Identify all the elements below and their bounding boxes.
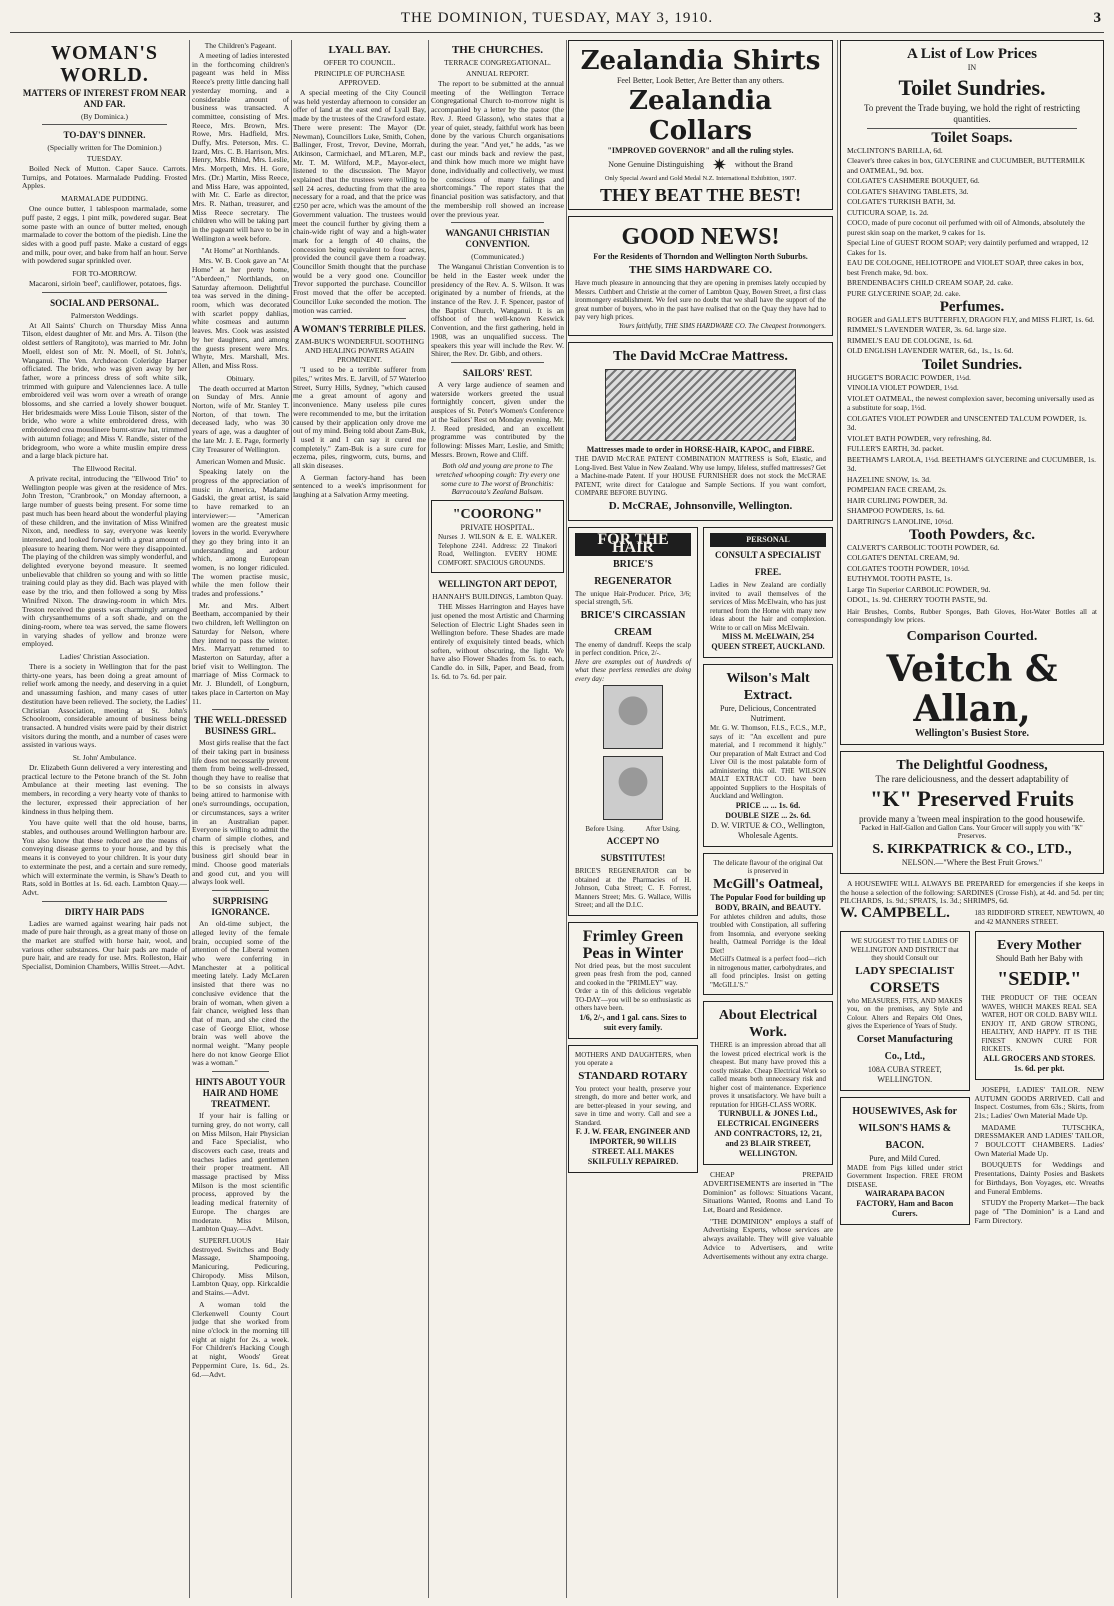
article-text: Dr. Elizabeth Gunn delivered a very interesting and practical lecture to the Petone branch of the St. John Ambulance at their meeting last evening. The members, in recording a very hearty vote of thanks to the lecturer, expressed their appreciation of her kindness in thus helping them. [22,763,187,816]
photo-captions [575,825,691,834]
column-divider [428,40,429,1598]
ad-text: Hair Brushes, Combs, Rubber Sponges, Bath Gloves, Hot-Water Bottles all at correspondingly low prices. [847,607,1097,625]
column-churches [431,40,564,1598]
ad-heading: ACCEPT NO SUBSTITUTES! [600,836,666,864]
article-heading: A WOMAN'S TERRIBLE PILES. [293,324,426,335]
article-text: "THE DOMINION" employs a staff of Advertising Experts, whose services are always available. They will give valuable Advice to Advertisers, and write Advertisements without any extra charge. [703,1216,833,1261]
ad-subheading: Wellington's Busiest Store. [915,727,1029,739]
article-text: A German factory-hand has been sentenced to a week's imprisonment for laughing at a Salvation Army meeting. [293,472,426,500]
ad-subheading: 108A CUBA STREET, WELLINGTON. [867,1064,942,1084]
ad-subheading: NELSON.—"Where the Best Fruit Grows." [901,857,1043,867]
ad-heading: GOOD NEWS! [621,224,780,250]
sims-ad [568,216,833,336]
article-subheading: TUESDAY. [86,154,123,163]
ad-subheading: D. W. VIRTUE & CO., Wellington, Wholesale Agents. [711,820,825,840]
article-heading: SAILORS' REST. [462,367,533,378]
price-list-item: OLD ENGLISH LAVENDER WATER, 6d., 1s., 1s. 6d. [847,346,1014,356]
ad-heading: CONSULT A SPECIALIST FREE. [714,550,822,578]
ad-subheading: MISS M. McELWAIN, 254 QUEEN STREET, AUCKLAND. [711,632,825,652]
ad-heading: PERSONAL [710,533,826,548]
price-list-item: CALVERT'S CARBOLIC TOOTH POWDER, 6d. [847,542,1000,552]
star-brand-icon: ✷ [711,154,727,175]
article-heading: TO-DAY'S DINNER. [63,130,146,140]
divider [212,890,269,891]
article-text: If your hair is falling or turning grey, do not worry, call on Miss Milson, Hair Physician and Face Specialist, who discovers each case, treats and teaches ladies and gentlemen their proper treatment. All massage practised by Miss Milson is the most scientific process, approved by the leading medical fraternity of Europe. The charges are moderate. Miss Milson, Lambton Quay.—Advt. [192,1111,289,1234]
left-ad-stack [568,527,698,1265]
ad-heading: W. CAMPBELL. [840,904,950,921]
ad-text: For athletes children and adults, those troubled with Constipation, all suffering from Insomnia, and everyone seeking health, Oatmeal Porridge is the Ideal Diet! [710,912,826,955]
electrical-ad [703,1001,833,1165]
article-text: A meeting of ladies interested in the forthcoming children's pageant was held in Miss Reece's pretty little dancing hall yesterday morning, and a considerable amount of business was transacted. A committee, consisting of Mrs. Reece, Mrs. Brown, Mrs. Rowe, Mrs. Hadfield, Mrs. Duffy, Mrs. Peterson, Mrs. C. Izard, Mrs. C. B. Harrison, Mrs. Henry, Mrs. Rhind, Mrs. Leslie, Mrs. Morpeth, Mrs. H. Gore, Mrs. (Dr.) Martin, Miss Reece, and Miss Hare, was appointed, with Mr. C. Earle as director, Mrs. R. Nathan, treasurer, and Miss Reece secretary. The children who will be taking part in the pageant will have to be in Wellington a week before. [192,51,289,243]
ad-subheading: PRIVATE HOSPITAL. [460,523,535,533]
divider [867,128,1077,129]
ad-text: The delicate flavour of the original Oat is preserved in [713,858,823,876]
ad-heading: HOUSEWIVES, Ask for WILSON'S HAMS & BACON. [852,1105,958,1151]
ad-heading: "K" Preserved Fruits [870,785,1074,811]
price-list-item: COLGATE'S VIOLET POWDER and UNSCENTED TALCUM POWDER, 1s. 3d. [847,413,1087,433]
ad-text: 183 RIDDIFORD STREET, NEWTOWN, 40 and 42 MANNERS STREET. [974,908,1104,926]
ad-text: None Genuine Distinguishing [608,160,704,169]
ad-text: Ladies in New Zealand are cordially invited to avail themselves of the services of Miss McElwain, who has just returned from the Home with many new ideas about the hair and complexion. Write to or call on Miss McElwain. [710,581,826,632]
column-divider [566,40,567,1598]
right-ad-stack [975,931,1105,1231]
ad-subheading: DOUBLE SIZE ... 2s. 6d. [725,810,811,820]
article-text: Macaroni, sirloin 'beef', cauliflower, potatoes, figs. [29,279,182,289]
tooth-price-list [847,543,1097,605]
ad-text: BRICE'S REGENERATOR can be obtained at the Pharmacies of H. Johnson, Cuba Street; C. F. Forrest, Manners Street; Mrs. G. Wallace, Willis Street; and all the D.I.C. [575,867,691,910]
masthead [0,10,1114,32]
ad-subheading: Should Bath her Baby with [995,954,1083,964]
ad-split-row [568,216,833,342]
ad-heading: Toilet Sundries. [898,75,1046,100]
ad-subheading: WAIRARAPA BACON FACTORY, Ham and Bacon Curers. [856,1189,954,1219]
ad-heading: D. McCRAE, Johnsonville, Wellington. [608,499,793,512]
ad-subheading: "IMPROVED GOVERNOR" and all the ruling styles. [607,146,794,155]
price-list-item: COLGATE'S DENTAL CREAM, 9d. [847,553,960,563]
section-subheading: MATTERS OF INTEREST FROM NEAR AND FAR. [22,88,187,109]
ad-text: without the Brand [734,160,793,169]
price-list-item: HAIR CURLING POWDER, 3d. [847,495,948,505]
article-heading: SOCIAL AND PERSONAL. [50,297,159,308]
ad-heading: McGill's Oatmeal, [713,876,823,892]
ad-text: Order a tin of this delicious vegetable TO-DAY—you will be so enthusiastic as others have been. [575,987,691,1013]
price-list-item: VINOLIA VIOLET POWDER, 1½d. [847,383,959,393]
article-text: You have quite well that the old house, barns, stables, and outhouses around Wellington harbour are. You also know that these reduced are the means of conveying disease germs to your house, and by this means it is conveyed to your children. It is your duty to exterminate the pest, and a certain and sure remedy, which will exterminate the vermin, is Shaw's Death to Rats, sold in Bottles at 1s. 6d. each. Lambton Quay.—Advt. [22,818,187,897]
divider [42,292,167,293]
article-text: Speaking lately on the progress of the appreciation of music in America, Madame Gadski, the great artist, is said to have remarked to an interviewer:— "American women are the greatest music lovers in the world. Everywhere they go they bring into it an understanding and ardour which, among European women, is no longer ridiculed. The women practise music, while the men follow their trades and professions." [192,467,289,599]
article-text: A woman told the Clerkenwell County Court judge that she worked from nine o'clock in the morning till eight at night for 2s. a week. For Children's Hacking Cough at night, Woods' Great Peppermint Cure, 1s. 6d., 2s. 6d.—Advt. [192,1299,289,1379]
ad-heading: A List of Low Prices [907,46,1037,62]
ad-text: Nurses J. WILSON & E. E. WALKER. Telephone 2241. Address: 22 Tinakori Road, Wellington. EVERY HOME COMFORT. SPACIOUS GROUNDS. [438,533,557,567]
mattress-illustration [605,369,796,441]
ad-subheading: 1/6, 2/-, and 1 gal. cans. Sizes to suit every family. [579,1012,687,1032]
article-subheading: TERRACE CONGREGATIONAL. [444,58,551,67]
ad-heading: FOR THE HAIR [575,533,691,556]
article-subheading: "At Home" at Northlands. [201,246,280,256]
price-list-item: VIOLET OATMEAL, the newest complexion saver, becoming universally used as a substitute for soap, 1½d. [847,393,1095,413]
ad-subheading: IN [967,63,977,72]
price-list-item: COLGATE'S TURKISH BATH, 3d. [847,197,956,207]
ad-text: Mr. G. W. Thomson, F.I.S., F.C.S., M.P., says of it: "An excellent and pure material, and I recommend it highly." Our preparation of Malt Extract and Cod Liver Oil is the most palatable form of administering this oil. THE WILSON MALT EXTRACT CO. have been appointed Suppliers to the Hospitals of Auckland and Wellington. [710,724,826,801]
article-text: Mr. and Mrs. Albert Beetham, accompanied by their two children, left Wellington on Saturday for Nelson, where they intend to pass the winter. Mrs. Marryatt returned to Masterton on Saturday, after a brief visit to Wellington. The marriage of Miss Cormack to Mr. J. Blundell, of Longburn, takes place in Carterton on May 11. [192,600,289,706]
article-subheading: The Ellwood Recital. [72,463,137,473]
column-lyall-bay [293,40,426,1598]
article-subheading: (Specially written for The Dominion.) [47,143,162,152]
article-text: Ladies are warned against wearing hair pads not made of pure hair through, as a great many of those on the market are stuffed with horse hair, wool, and various other substances. Our hair pads are made of pure hair, and are ready for use. Mrs. Rolleston, Hair Specialist, Dominion Chambers, Willis Street.—Advt. [22,918,187,972]
divider [42,124,167,125]
ad-text: Here are examples out of hundreds of what these peerless remedies are doing every day: [575,657,691,683]
article-text: An old-time subject, the alleged levity of the female brain, occupied some of the attention of the Liberal women who were conferring in Manchester at a political meeting lately. Lady McLaren insisted that there was no conclusive evidence that the brain of woman, when given a fair chance, weighed less than that of man, and she cited the case of George Eliot, whose brain was well above the normal weight. "Many people here do not know George Eliot was a woman." [192,919,289,1068]
wilson-hams-ad [840,1097,970,1226]
ad-heading: LADY SPECIALIST [855,964,955,977]
ad-heading: Corset Manufacturing Co., Ltd., [856,1033,953,1062]
ad-heading: Zealandia Shirts [580,46,821,76]
article-text: STUDY the Property Market—The back page of "The Dominion" is a Land and Farm Directory. [974,1198,1104,1225]
price-list-item: McCLINTON'S BARILLA, 6d. [847,145,943,155]
ad-heading: BRICE'S CIRCASSIAN CREAM [580,609,686,638]
ad-heading: "SEDIP." [997,968,1082,991]
article-text: SUPERFLUOUS Hair destroyed. Switches and Body Massage, Shampooing, Manicuring, Pedicuring, Chiropody. Miss Milson, Lambton Quay, opp. Kirkcaldie and Stains.—Advt. [192,1235,289,1298]
ad-subheading: Mattresses made to order in HORSE-HAIR, KAPOC, and FIBRE. [586,445,815,454]
price-list-item: BRENDENBACH'S CHILD CREAM SOAP, 2d. cake. [847,278,1013,288]
ad-heading: "COORONG" [452,507,543,523]
byline: (By Dominica.) [80,112,129,121]
article-text: One ounce butter, 1 tablespoon marmalade, some puff paste, 2 eggs, 1 pint milk, powdered sugar. Beat some paste with an ounce of butter melted, enough marmalade to cover the bottom of the piedish. Line the sides with a good puff paste. Make a custard of eggs and milk, pour over, and bake from half an hour. Serve with powdered sugar sprinkled over. [22,204,187,266]
article-text: "I used to be a terrible sufferer from piles," writes Mrs. E. Jarvill, of 57 Waterloo Street, Surry Hills, Sydney, "which caused me a great amount of agony and inconvenience. Many useless pile cures were recommended to me, but the irritation caused by their application only drove me out of my mind. Being told about Zam-Buk, I used it and I can say it cured me completely." Zam-Buk is a sure cure for eczema, piles, ringworm, cuts, burns, and all skin diseases. [293,365,426,471]
portrait-before-image [603,685,663,749]
article-subheading: MARMALADE PUDDING. [61,194,148,204]
ad-text: McGill's Oatmeal is a perfect food—rich in nitrogenous matter, carbohydrates, and all food principles. Insist on getting "McGILL'S." [710,955,826,989]
corset-ad [840,931,970,1091]
article-text: CHEAP PREPAID ADVERTISEMENTS are inserted in "The Dominion" as follows: Situations Vacant, Situations Wanted, Rooms and Land To Let, Board and Residence. [703,1170,833,1215]
column-divider [291,40,292,1598]
caption: Before Using. [585,824,625,833]
column-divider [837,40,838,1598]
divider [42,901,167,902]
left-ad-stack [840,931,970,1231]
ad-split-row [568,527,833,1265]
article-subheading: Obituary. [226,373,255,383]
divider [451,222,544,223]
ad-text: The enemy of dandruff. Keeps the scalp in perfect condition. Price, 2/-. [575,640,691,658]
article-subheading: HANNAH'S BUILDINGS, Lambton Quay. [432,592,563,602]
ad-heading: THE SIMS HARDWARE CO. [628,264,773,276]
article-subheading: Ladies' Christian Association. [59,652,150,662]
price-list-item: COLGATE'S TOOTH POWDER, 10½d. [847,563,970,573]
divider [451,362,544,363]
zealandia-ad [568,40,833,210]
article-heading: LYALL BAY. [328,44,391,56]
ad-text: MADE from Pigs killed under strict Government Inspection. FREE FROM DISEASE. [847,1163,963,1189]
section-heading: WOMAN'S WORLD. [51,42,158,86]
column-womans-world [22,40,187,1598]
article-text: The Wanganui Christian Convention is to be held in the Easter week under the presidency of the Rev. A. S. Wilson. It was originated by a number of friends, at the instance of the Rev. J. F. Spencer, pastor of the Baptist Church, Wanganui. It is an offshoot of the well-known Keswick Convention, and the first gathering, held in 1908, was an unqualified success. The speakers this year will include the Rev. W. Shirer, the Rev. Dr. Gibb, and others. [431,262,564,359]
rotary-ad [568,1045,698,1174]
ad-subheading: provide many a 'tween meal inspiration to the good housewife. [858,813,1086,824]
article-heading: WELLINGTON ART DEPOT, [438,579,557,590]
article-heading: DIRTY HAIR PADS [64,906,145,917]
ad-text: THERE is an impression abroad that all the lowest priced electrical work is the cheapest. But many have proved this a costly mistake. Cheap Electrical Work so called means both unnecessary risk and higher cost of maintenance. Experience proves it unsatisfactory. We have built a reputation for HIGH-CLASS WORK. [710,1041,826,1109]
ad-subheading: The Popular Food for building up BODY, BRAIN, and BEAUTY. [710,892,826,912]
price-list-item: POMPEIAN FACE CREAM, 2s. [847,485,947,495]
article-text: Both old and young are prone to The wretched whooping cough: Try every one some cure to The worst of Bronchitis: Barracouta's Zealand Balsam. [435,461,560,497]
article-heading: WANGANUI CHRISTIAN CONVENTION. [445,228,550,250]
ad-text: You protect your health, preserve your strength, do more and better work, and are better-pleased in your sewing, and save in time and worry. Call and see a Standard. [575,1084,691,1127]
article-heading: THE CHURCHES. [451,44,544,56]
article-text: Boiled Neck of Mutton. Caper Sauce. Carrots. Turnips, and Potatoes. Marmalade Pudding. Frosted Apples. [22,164,187,191]
article-text: A very large audience of seamen and waterside workers greeted the usual fortnightly concert, given under the auspices of St. Peter's Women's Conference at the Sailors' Rest on Monday evening. Mr. J. Reed presided, and an excellent programme was contributed by the following: Misses Marr, Leslie, and Smith; Messrs. Brown, Rowe and Cliff. [431,379,564,459]
ad-subheading: The rare deliciousness, and the dessert adaptability of [875,773,1069,784]
ad-text: MOTHERS AND DAUGHTERS, when you operate a [575,1050,691,1068]
article-subheading: ANNUAL REPORT. [466,69,529,78]
toilet-sundries-ad [840,40,1104,745]
article-heading: HINTS ABOUT YOUR HAIR AND HOME TREATMENT. [195,1077,286,1110]
sundries-price-list [847,373,1097,527]
ad-subheading: For the Residents of Thorndon and Wellington North Suburbs. [593,252,808,261]
ad-subheading: ALL GROCERS AND STORES. 1s. 6d. per pkt. [983,1053,1096,1073]
wilson-malt-ad [703,664,833,847]
ad-heading: S. KIRKPATRICK & CO., LTD., [872,841,1072,857]
ad-text: Packed in Half-Gallon and Gallon Cans. Your Grocer will supply you with "K" Preserves. [861,823,1083,841]
left-ad-stack [568,216,833,342]
ad-heading: Wilson's Malt Extract. [726,671,810,704]
price-section-heading: Toilet Soaps. [931,130,1013,146]
ad-heading: Every Mother [997,938,1082,954]
mcelwain-ad [703,527,833,659]
price-list-item: EAU DE COLOGNE, HELIOTROPE and VIOLET SOAP, three cakes in box, best French make, 9d. box. [847,258,1084,277]
article-subheading: PRINCIPLE OF PURCHASE APPROVED. [314,69,405,87]
article-text: A special meeting of the City Council was held yesterday afternoon to consider an offer of land at the east end of Lyall Bay, made by the trustees of the Crawford estate. There were present: The Mayor (Dr. Newman), Councillors Luke, Smith, Cohen, Ballinger, Frost, Trevor, Devine, Morrah, Atkinson, Carmichael, and M'Laren, M.P., Mr. T. M. Wilford, M.P., Mayor-elect, listened to the discussion. The Mayor explained that the trustees were willing to sell 24 acres, deducting from that the area necessary for a road, and that the price was £250 per acre, which was the amount of the Government valuation. The trustees would meet the council further by giving them a chain-wide right of way and a high-water mark for a length of 40 chains, the concession being equivalent to four acres, provided the council gave them a roadway. Councillor Smith thought that the purchase would be a very good one. Councillor Trevor supported the purchase. Councillor Frost moved that the offer be accepted. Councillor Luke seconded the motion. The motion was carried. [293,88,426,315]
campbell-row [840,904,1104,926]
ad-subheading: Feel Better, Look Better, Are Better than any others. [616,76,785,85]
price-list-item: FULLER'S EARTH, 3d. packet. [847,444,944,454]
price-list-item: PURE GLYCERINE SOAP, 2d. cake. [847,288,961,298]
price-section-heading: Toilet Sundries. [921,356,1023,373]
page-number: 3 [1093,10,1102,26]
price-list-item: EUTHYMOL TOOTH PASTE, 1s. [847,574,953,584]
ad-heading: About Electrical Work. [718,1008,818,1041]
article-subheading: The Children's Pageant. [204,41,277,50]
ad-heading: THEY BEAT THE BEST! [600,185,801,205]
price-list-item: COLGATE'S CASHMERE BOUQUET, 6d. [847,176,980,186]
soap-price-list [847,146,1097,299]
ad-heading: The Delightful Goodness, [896,757,1048,773]
ad-heading: CORSETS [869,979,940,996]
masthead-title: THE DOMINION, TUESDAY, MAY 3, 1910. [400,10,714,26]
masthead-rule [10,32,1104,33]
caption: After Using. [645,824,681,833]
price-list-item: Large Tin Superior CARBOLIC POWDER, 9d. [847,584,991,594]
price-list-item: ROGER and GALLET'S BUTTERFLY, DRAGON FLY, and MISS FLIRT, 1s. 6d. [847,314,1095,324]
article-text: A private recital, introducing the "Ellwood Trio" to Wellington people was given at the residence of Mrs. John Treston, "Cranbrook," on Monday afternoon, a large number of guests being present. For some time past much has been heard about the wonderful playing of these children, and the invitation of Miss Winifred Nixon, and, needless to say, everyone was keenly interested, and looked forward with a great amount of pleasure to hearing them. Nor were they disappointed. The playing of the children was simply wonderful, and delighted everyone beyond measure. It seemed unbelievable that children so young and with so little training could play as they did. Bach was played with ease by the trio, and then followed a song by Miss Winifred Nixon. The drawing-room in which Mrs. Treston received the guests was charmingly arranged with chrysanthemums of a soft shade, and on the dining-room, where tea was served, the same flowers in varying shades of yellow and bronze were employed. [22,473,187,649]
price-list-item: BEETHAM'S LAROLA, 1½d. BEETHAM'S GLYCERINE and CUCUMBER, 1s. 3d. [847,454,1097,474]
article-subheading: (Communicated.) [471,252,524,262]
article-text: MADAME TUTSCHKA, DRESSMAKER AND LADIES' TAILOR, 7 BOULCOTT CHAMBERS. Ladies' Own Material Made Up. [974,1122,1104,1158]
article-text: There is a society in Wellington that for the past thirty-one years, has been doing a great amount of relief work among the needy, and deserving in a quiet and unassuming fashion, and many cases of utter destitution have been relieved. The society, the Ladies' Christian Association, meeting at St. John's Schoolroom, considerable amount of business being transacted. A hundred visits were paid by their district visitors during the month, and a number of cases were assisted in various ways. [22,662,187,750]
column-social [192,40,289,1598]
article-text: At All Saints' Church on Thursday Miss Anna Tilson, eldest daughter of Mr. and Mrs. A. Tilson (the oldest settlers of Rangitoto), was married to Mr. John Moell, eldest son of Mr. N. Moell, of St. John's, Wanganui. The Ven. Archdeacon Coleridge Harper officiated. The bride, who was given away by her father, wore a princess dress of soft white silk, trimmed with guipure and Valenciennes lace. A tulle embroidered veil was worn over a wreath of orange blossoms, and she carried a lovely shower bouquet. Her bridesmaids were Miss Louie Tilson, sister of the bride, who wore a white embroidered dress, with embroidered crea mouslinere burnt-straw hat, trimmed with autumn foliage; and Miss V. Randle, sister of the bridegroom, who wore a white muslin empire dress and a large black picture hat. [22,320,187,461]
ad-split-row [840,931,1104,1231]
before-after-photos [575,683,691,824]
article-text: Most girls realise that the fact of their taking part in business life does not necessarily prevent them from being well-dressed, though they have to realise that to be so consists in always being attired to harmonise with one's surroundings, occupation, or circumstances, says a writer in an Australian paper. Everyone is willing to admit the charm of simple clothes, and this is precisely what the business girl should bear in mind. Choose good materials and good cut, and you will always look well. [192,738,289,887]
article-text: A HOUSEWIFE WILL ALWAYS BE PREPARED for emergencies if she keeps in the house a selection of the following: SARDINES (Crosse Fish), at 4d. and 5d. per tin; PILCHARDS, 1s. 9d.; SPRATS, 1s. 3d.; SHRIMPS, 6d. [840,878,1104,906]
price-list-item: RIMMEL'S EAU DE COLOGNE, 1s. 6d. [847,335,973,345]
ad-subheading: Pure, Delicious, Concentrated Nutriment. [720,704,816,724]
column-ads-right [840,40,1104,1598]
portrait-after-image [603,756,663,820]
ad-subheading: To prevent the Trade buying, we hold the right of restricting quantities. [863,103,1081,124]
ad-text: WE SUGGEST TO THE LADIES OF WELLINGTON AND DISTRICT that they should Consult our [850,937,959,963]
ad-heading: The David McCrae Mattress. [613,349,788,364]
ad-text: who MEASURES, FITS, AND MAKES you, on the premises, any Style and Colour. Alters and Repairs Old Ones, gives the Experience of Years of Study. [847,996,963,1031]
article-text: Mrs. W. B. Cook gave an "At Home" at her pretty home, "Aberdeen," Northlands, on Saturday afternoon. Delightful tea was served in the dining-room, which was decorated with scarlet poppy dahlias, white cosmeas and autumn leaves. Mrs. Cook was assisted by her daughters, and among the guests present were Mrs. Whyte, Mrs. Marshall, Mrs. Allen, and Miss Ross. [192,256,289,370]
article-text: JOSEPH, LADIES' TAILOR. NEW AUTUMN GOODS ARRIVED. Call and Inspect. Costumes, from 63s.; Skirts, from 21s.; Ladies' Own Material Made Up. [974,1084,1104,1120]
price-list-item: VIOLET BATH POWDER, very refreshing, 8d. [847,433,992,443]
divider [212,709,269,710]
price-section-heading: Perfumes. [939,299,1005,316]
mccrae-ad [568,342,833,521]
column-divider [189,40,190,1598]
price-list-item: COLGATE'S SHAVING TABLETS, 3d. [847,186,969,196]
article-text: The death occurred at Marton on Sunday of Mrs. Annie Norton, wife of Mr. Stanley T. Norton, of that town. The deceased lady, who was 30 years of age, was a daughter of the late Mr. J. E. Page, formerly City Treasurer of Wellington. [192,383,289,454]
ad-subheading: Pure, and Mild Cured. [869,1153,941,1163]
right-ad-stack [703,527,833,1265]
ad-heading: Comparison Courted. [906,628,1038,644]
ad-text: The unique Hair-Producer. Price, 3/6; special strength, 5/6. [575,589,691,607]
ad-text: Only Special Award and Gold Medal N.Z. International Exhibition, 1907. [604,175,797,182]
brand-row [575,154,826,175]
price-list-item: RIMMEL'S LAVENDER WATER, 3s. 6d. large size. [847,325,1007,335]
price-section-heading: Tooth Powders, &c. [908,527,1036,544]
price-list-item: DARTRING'S LANOLINE, 10½d. [847,516,954,526]
article-subheading: St. John' Ambulance. [72,753,137,763]
ad-heading: Veitch & Allan, [886,647,1058,730]
ad-heading: STANDARD ROTARY [578,1069,688,1082]
perfume-price-list [847,315,1097,356]
ad-subheading: F. J. W. FEAR, ENGINEER AND IMPORTER, 90 WILLIS STREET. ALL MAKES SKILFULLY REPAIRED. [575,1127,691,1167]
ad-text: Not dried peas, but the most succulent green peas fresh from the pod, canned and cooked in the "PRIMLEY" way. [575,961,691,987]
ad-subheading: PRICE ... ... 1s. 6d. [735,800,801,810]
ad-heading: Zealandia Collars [629,86,772,146]
price-list-item: Cleaver's three cakes in box, GLYCERINE and CUCUMBER, BUTTERMILK and OATMEAL, 9d. box. [847,156,1086,175]
article-heading: THE WELL-DRESSED BUSINESS GIRL. [194,715,287,737]
article-subheading: Palmerston Weddings. [70,310,139,320]
mcgill-ad [703,853,833,996]
article-text: The report to be submitted at the annual meeting of the Wellington Terrace Congregational Church to-morrow night is accompanied by a letter by the pastor (the Rev. J. Reed Glasson), who states that a year of quiet, steady, faithful work has been done by the various Church organisations during the year. "And yet," he adds, "as we cast our minds back and review the past, and think how much more we might have done, individually and collectively, we must be conscious of many failings and shortcomings." The report states that the financial position was satisfactory, and that the membership roll showed an increase over the previous year. [431,79,564,219]
ad-heading: Frimley Green Peas in Winter [582,927,684,962]
price-list-item: SHAMPOO POWDERS, 1s. 6d. [847,506,945,516]
sedip-ad [975,931,1105,1080]
price-list-item: COCO, made of pure coconut oil perfumed with oil of Almonds, absolutely the purest skin soap on the market, 9 cakes for 1s. [847,218,1085,237]
article-subheading: American Women and Music. [195,457,286,467]
article-subheading: OFFER TO COUNCIL. [323,58,396,67]
k-preserves-ad [840,751,1104,874]
ad-subheading: TURNBULL & JONES Ltd., ELECTRICAL ENGINEERS AND CONTRACTORS, 12, 21, and 23 BLAIR STREET, WELLINGTON. [714,1109,822,1159]
price-list-item: HAZELINE SNOW, 1s. 3d. [847,474,931,484]
article-text: THE Misses Harrington and Hayes have just opened the most Artistic and Charming Selection of Electric Light Shades seen in Wellington before. These Shades are made entirely of exquisitely tinted beads, which soften, without obscuring, the light. We have also Flower Shades from 5s. to each, Candle do. in Silk, Paper, and Bead, from 1s. 6d. to 7s. 6d. per pair. [431,602,564,681]
price-list-item: ODOL, 1s. 9d. CHERRY TOOTH PASTE, 9d. [847,595,988,605]
ad-text: THE PRODUCT OF THE OCEAN WAVES, WHICH MAKES REAL SEA WATER, HOT OR COLD. BABY WILL ENJOY IT, AND GROW STRONG, HEALTHY, AND HAPPY. IT IS THE FINEST KNOWN CURE FOR RICKETS. [981,994,1097,1054]
article-text: BOUQUETS for Weddings and Presentations, Dainty Posies and Baskets for Birthdays, Bon Voyages, etc. Wreaths and Funeral Emblems. [974,1160,1104,1196]
ad-text: Yours faithfully, THE SIMS HARDWARE CO. The Cheapest Ironmongers. [618,321,826,330]
divider [212,1071,269,1072]
ad-text: Have much pleasure in announcing that they are opening in premises lately occupied by Messrs. Cuthbert and Christie at the corner of Lambton Quay, Bowen Street, a first class ironmongery establishment. We feel sure no doubt that we shall have the support of the great number of buyers, who in the past have realised that on the Quay they have had to pay very high prices. [575,279,826,321]
divider [313,318,406,319]
ad-heading: BRICE'S REGENERATOR [594,558,672,587]
article-subheading: FOR TO-MORROW. [72,269,137,279]
brice-ad [568,527,698,916]
price-list-item: CUTICURA SOAP, 1s. 2d. [847,207,929,217]
frimley-ad [568,922,698,1039]
column-ads-left [568,40,833,1598]
price-list-item: Special Line of GUEST ROOM SOAP; very daintily perfumed and wrapped, 12 Cakes for 1s. [847,238,1089,257]
article-subheading: ZAM-BUK'S WONDERFUL SOOTHING AND HEALING POWERS AGAIN PROMINENT. [294,337,425,365]
ad-text: THE DAVID McCRAE PATENT COMBINATION MATTRESS is Soft, Elastic, and Long-lived. Best Value in New Zealand. Why use lumpy, lifeless, stuffed mattresses? Get a Machine-made Patent. If your HOUSE FURNISHER does not stock the McCRAE PATENT, write direct for Catalogue and Sample Sections. If you want comfort, COMPARE BEFORE BUYING. [575,455,826,497]
article-heading: SURPRISING IGNORANCE. [211,896,270,918]
price-list-item: HUGGET'S BORACIC POWDER, 1½d. [847,372,971,382]
coorong-ad [431,500,564,573]
